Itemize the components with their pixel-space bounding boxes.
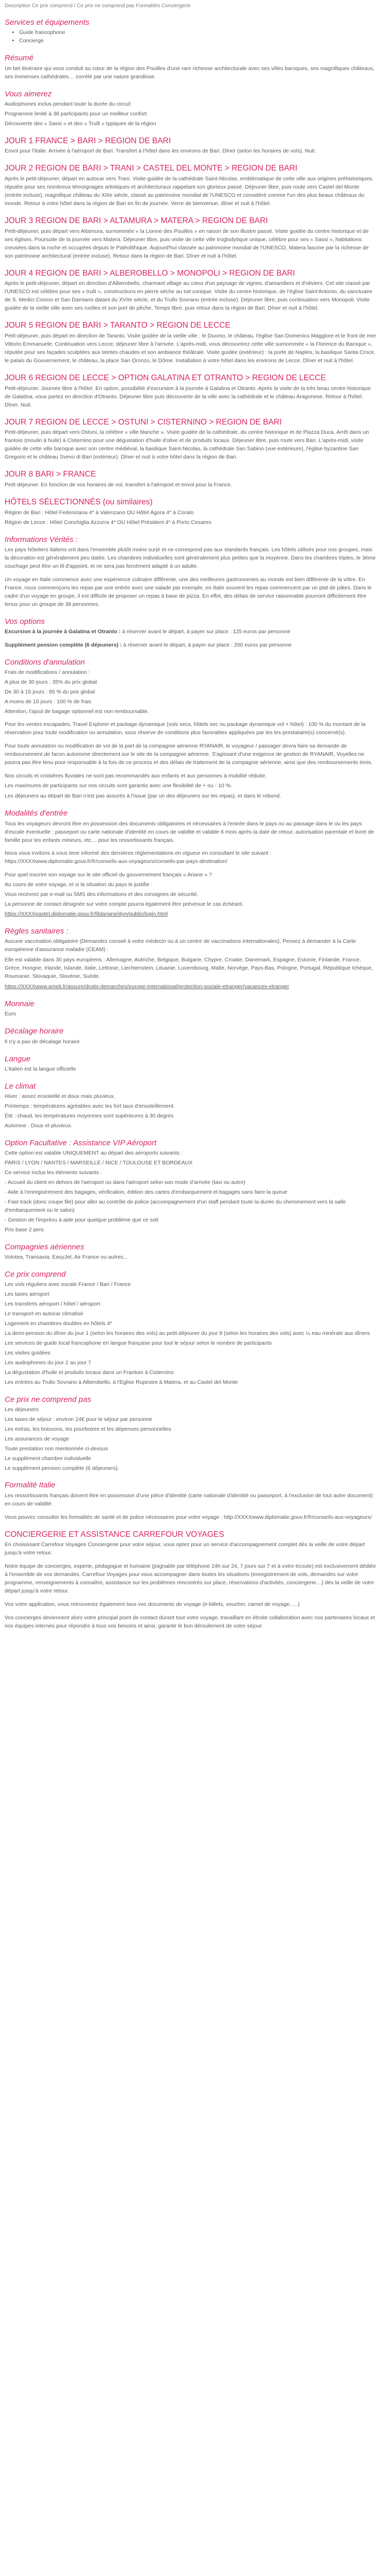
day-8-text: Petit déjeuner. En fonction de vos horaires de vol, transfert à l'aéroport et envol pour la France. [5,481,232,488]
annulation-paragraph: Les maximums de participants sur nos circuits sont garantis avec une flexibilité de + ou - 10 %. [5,783,232,789]
option-detail: à réserver avant le départ, à payer sur place : 125 euros par personne [120,628,290,635]
day-3-title: JOUR 3 REGION DE BARI > ALTAMURA > MATERA > REGION DE BARI [5,216,268,225]
entree-line: La personne de contact désignée sur votre compte pourra également être prévenue le cas échéant. [5,901,243,908]
annulation-line: A moins de 15 jours : 100 % de frais [5,698,92,705]
entree-paragraph: Nous vous invitons à vous tenir informé des dernières réglementations en vigueur en consultant le site suivant : https://XXXXwww.diplomatie.gouv.fr/fr/conseils-aux-voyageurs/conseils-par-pays-destination/ [5,850,272,865]
option-label: Supplément pension complète (6 déjeuners) : [5,641,122,648]
ne-comprend-list [5,1406,377,1473]
annulation-paragraph: Nos circuits et croisières fluviales ne sont pas recommandés aux enfants et aux personnes à mobilité réduite. [5,772,267,779]
assistance-line: - Aide à l'enregistrement des bagages, vérification, édition des cartes d'embarquement et bagages sans faire la queue [5,1189,288,1195]
ne-comprend-line: Le supplément chambre individuelle [5,1455,91,1462]
assistance-line: Ce service inclus les éléments suivants : [5,1169,102,1176]
day-1-text: Envol pour l'Italie. Arrivée à l'aéroport de Bari. Transfert à l'hôtel dans les environs de Bari. Dîner (selon les horaires de vols). Nuit. [5,148,316,155]
ariane-block [5,871,377,919]
climat-list [5,1093,377,1130]
hotels-title: HÔTELS SÉLECTIONNÉS (ou similaires) [5,497,153,506]
assistance-title: Option Facultative : Assistance VIP Aéroport [5,1138,157,1147]
formalite-paragraph: Les ressortissants français doivent être en possession d'une pièce d'identité (carte nationale d'identité ou passeport, à l'exclusion de tout autre document) en cours de validité. [5,1492,373,1507]
services-list [19,29,377,45]
conciergerie-paragraph: Vos concierges deviennent alors votre principal point de contact durant tout votre voyage, travaillant en étroite collaboration avec nos partenaires locaux et nos équipes internes pour répondre à tous vos besoins et ainsi, garantir le bon déroulement de votre séjour. [5,1615,375,1630]
day-3-text: Petit-déjeuner, puis départ vers Altamura, surnommée « la Lionne des Pouilles » en raison de son illustre passé. Visite guidée du centre historique et de ses églises. Poursuite de la journée vers Matera. Déjeuner libre, puis visite de cette ville troglodytique unique, célèbre pour ses « Sassi », habitations creusées dans la roche et occupées depuis le Paléolithique. Aujourd'hui classée au patrimoine mondial de l'UNESCO, Matera fascine par la richesse de son patrimoine architectural (entrée incluse). Retour dans la région de Bari. Dîner et nuit à l'hôtel. [5,228,369,259]
comprend-line: Les audiophones du jour 2 au jour 7 [5,1359,91,1366]
ne-comprend-line: Le supplément pension complète (6 déjeuners). [5,1465,119,1471]
compagnies-text: Volotea, Transavia, EasyJet, Air France ou autres... [5,1253,128,1260]
ne-comprend-line: Toute prestation non mentionnée ci-dessus [5,1445,108,1452]
conciergerie-paragraph: Vos votre application, vous retrouverez également tous vos documents de voyage (e-billets, voucher, carnet de voyage, …) [5,1601,300,1608]
annulation-line: Frais de modifications / annulation : [5,669,90,675]
decalage-title: Décalage horaire [5,1027,64,1036]
annulation-paragraph: Les déjeuners au départ de Bari n'est pas assurés à l'issue (par un des déjeuners sur les repas), et dans le rebond. [5,793,281,800]
assistance-line: - Accueil du client en dehors de l'aéroport ou dans l'aéroport selon son mode d'arrivée (taxi ou autre) [5,1179,246,1185]
entree-line: Pour quel inscrire son voyage sur le site officiel du gouvernement français « Ariane » ? [5,872,212,878]
comprend-line: Les entrées au Trullo Sovrano à Alberobello, à l'Eglise Rupestre à Matera, et au Castel del Monte [5,1379,238,1385]
annulation-fees [5,669,377,716]
informations-paragraph: Les pays hôteliers italiens ont dans l'ensemble plutôt moins surjé et ne correspond pas aux standards français. Les hôtels utilisés pour nos groupes, mais la décoration est généralement peu datée. Les chambres individuelles sont généralement plus petites que la moyenne. Dans les chambres triples, le 3ème couchage peut être un lit d'appoint, et ne sera pas forcément adapté à un adulte. [5,546,376,569]
ne-comprend-line: Les extras, les boissons, les pourboires et les dépenses personnelles [5,1426,171,1432]
informations-title: Informations Vérités : [5,535,78,544]
option-detail: à réserver avant le départ, à payer sur place : 200 euros par personne [121,641,292,648]
day-7-title: JOUR 7 REGION DE LECCE > OSTUNI > CISTERNINO > REGION DE BARI [5,417,282,427]
day-2-title: JOUR 2 REGION DE BARI > TRANI > CASTEL DEL MONTE > REGION DE BARI [5,164,298,173]
hotel-line: Région de Lecce : Hôtel Conchiglia Azzurra 4* OU Hôtel Président 4* à Porto Cesareo [5,519,211,526]
comprend-line: Les visites guidées [5,1349,51,1356]
langue-text: L'italien est la langue officielle [5,1065,76,1072]
assistance-list [5,1149,377,1234]
ne-comprend-line: Les taxes de séjour : environ 24€ pour le séjour par personne [5,1416,153,1422]
climat-line: Automne : Doux et pluvieux. [5,1122,73,1129]
aimerez-list [5,100,377,128]
option-label: Excursion à la journée à Galatina et Otranto : [5,628,121,635]
formalite-paragraph: Vous pouvez consulter les formalités de santé et de police nécessaires pour votre voyage : http://XXXXwww.diplomatie.gouv.fr/fr/conseils-aux-voyageurs/ [5,1514,372,1520]
comprend-line: La demi-pension du dîner du jour 1 (selon les horaires des vols) au petit-déjeuner du jour 8 (selon les horaires des vols) avec ¼ eau minérale aux dîners [5,1330,370,1336]
services-title: Services et équipements [5,18,90,27]
day-5-text: Petit-déjeuner, puis départ en direction de Taranto. Visite guidée de la vieille ville : le Duomo, le château, l'église San Domenico Maggiore et le front de mer Vittorio Emmanuele. Continuation vers Lecce, déjeuner libre à l'arrivée. L'après-midi, vous découvrirez cette ville surnommée « la Florence du Baroque », réputée pour ses façades sculptées aux teintes chaudes et son ambiance théâtrale. Visite guidée (extérieur) : la porte de Naples, la basilique Santa Croce, le palais du Gouvernement, le château, la place San Oronzo, le Dôme. Installation à votre hôtel dans les environs de Lecce. Dîner et nuit à l'hôtel. [5,333,377,364]
aimerez-line: Audiophones inclus pendant toute la durée du circuit [5,100,131,107]
compagnies-title: Compagnies aériennes [5,1242,85,1251]
option-line [5,641,377,650]
ameli-link[interactable]: https://XXXXwww.ameli.fr/assure/droits-demarches/europe-international/protection-sociale-etranger/vacances-etranger [5,984,289,990]
comprend-line: Les services de guide local francophone en langue française pour tout le séjour selon le nombre de participants [5,1340,272,1346]
monnaie-title: Monnaie [5,999,35,1009]
day-2-text: Après le petit-déjeuner, départ en autocar vers Trani. Visite guidée de la cathédrale Saint-Nicolas, emblématique de cette ville aux origines préhistoriques, réputée pour ses nombreux témoignages artistiques et architecturaux rappelant son glorieux passé. Déjeuner libre, puis route vers Castel del Monte (entrée incluse), magnifique château du XIIIe siècle, classé au patrimoine mondial de l'UNESCO et considéré comme l'un des plus beaux châteaux du monde. Retour à votre hôtel dans la région de Bari en fin de journée. Verre de bienvenue, dîner et nuit à l'hôtel. [5,176,373,207]
comprend-list [5,1281,377,1386]
assistance-line: Cette option est valable UNIQUEMENT au départ des aéroports suivants : [5,1150,183,1157]
comprend-line: Logement en chambres doubles en hôtels 4* [5,1320,112,1327]
service-item: • Concierge [19,37,377,45]
entree-line: Vous recevrez par e-mail ou SMS des informations et des consignes de sécurité. [5,891,199,898]
ne-comprend-line: Les déjeuners [5,1406,39,1413]
assistance-line: PARIS / LYON / NANTES / MARSEILLE / NICE / TOULOUSE ET BORDEAUX [5,1160,193,1166]
assistance-line: - Gestion de l'imprévu à aide pour quelque problème que ce soit [5,1216,158,1223]
ne-comprend-title: Ce prix ne comprend pas [5,1395,91,1404]
comprend-title: Ce prix comprend [5,1269,66,1279]
day-6-title: JOUR 6 REGION DE LECCE > OPTION GALATINA ET OTRANTO > REGION DE LECCE [5,373,326,382]
hotel-line: Région de Bari : Hôtel Federiciana 4* à Valenzano OU Hôtel Agora 4* à Corato [5,509,194,516]
conciergerie-paragraph: Notre équipe de concierges, experte, pédagogue et humaine (joignable par téléphone 24h sur 24, 7 jours sur 7 et à votre écoute) est exclusivement dédiée à l'ensemble de vos demandes. Carrefour Voyages pour vous accompagner dans toutes les situations (enregistrement de vols, demandes sur votre programme, renseignements à connaître, assistance sur les problèmes rencontrés sur place, réservations d'activités, conciergerie…) dès la veille de votre départ jusqu'à votre retour. [5,1563,376,1595]
annulation-paragraph: Pour toute annulation ou modification de vol de la part de la compagnie aérienne RYANAIR, le voyageur / passager devra faire sa demande de remboursement de facon autonome directement sur le site de la compagnie aérienne. S'agissant d'une exigence de gestion de RYANAIR, Voyelles ne pourra pas être tenu pour responsable à la fois de ce process et des délais de traitement de la compagnie aérienne, ainsi que des remboursements émis. [5,742,373,766]
informations-paragraph: Un voyage en Italie commence avec une expérience culinaire différente, une des meilleures gastronomies au monde est bien différente de la vôtre. En France, nous commençons les repas par une entrée avec une salade par exemple, en Italie souvent les repas commencent par un plat de pâtes. Dans le cadre d'un voyage en groupe, il est difficile de proposer un repas à base de pizza. En effet, des délais de service raisonnable pourront difficilement être tenus pour un groupe de 38 personnes. [5,576,372,607]
comprend-line: Les taxes aéroport [5,1291,50,1298]
ne-comprend-line: Les assurances de voyage [5,1435,69,1442]
tabs-breadcrumb: Description Ce prix comprend / Ce prix ne comprend pas Formalités Conciergerie [5,3,191,9]
resume-text: Un bel itinéraire qui vous conduit au cœur de la région des Pouilles d'une rare richesse architecturale avec ses villes baroques, ses magnifiques châteaux, ses immenses cathédrales… corrélé par une nature grandiose. [5,65,374,80]
comprend-line: La dégustation d'huile et produits locaux dans un Frantoio à Cisternino [5,1369,174,1376]
annulation-line: A plus de 30 jours : 35% du prix global [5,679,97,685]
ariane-link[interactable]: https://XXXXpastel.diplomatie.gouv.fr/fildariane/dyn/public/login.html [5,911,168,918]
service-item: • Guide francophone [19,29,377,37]
langue-title: Langue [5,1054,31,1063]
annulation-paragraph: Pour les ventes escapades, Travel Explorer et package dynamique (vols secs, hôtels sec ou package dynamique vol + hôtel) : 100 % du montant de la réservation pour toute modification ou annulation, sous réserve de conditions plus favorables appliquées par les les prestataire(s) concerné(s). [5,721,366,736]
assistance-line: Prix base 2 pers [5,1226,44,1233]
annulation-line: De 30 à 15 jours : 85 % du prix global [5,688,95,695]
comprend-line: Le transport en autocar climatisé [5,1310,84,1317]
formalite-title: Formalité Italie [5,1481,56,1490]
day-1-title: JOUR 1 FRANCE > BARI > REGION DE BARI [5,136,171,145]
entree-title: Modalités d'entrée [5,809,68,818]
day-4-text: Après le petit-déjeuner, départ en direction d'Alberobello, charmant village au cœur d'un paysage de vignes, d'amandiers et d'oliviers. Cet site classé par l'UNESCO est célèbre pour ses « trulli », constructions en pierre sèche au toit conique. Visite du centre historique, de l'église Saint'Antonio, du sanctuaire de S. Medici Cosmo et San Damiano datant du XVIIe siècle, et du Trullo Sovrano (entrée incluse). Déjeuner libre, puis continuation vers Monopoli. Visite guidée de la vieille ville avec ses ruelles et son port de pêche. Temps libre, puis retour dans la région de Bari. Dîner et nuit à l'hôtel. [5,280,372,312]
day-6-text: Petit-déjeuner. Journée libre à l'hôtel. En option, possibilité d'excursion à la journée à Galatina et Otranto. Après la visite de la très beau centre historique de Galatina, vous partez en direction d'Otranto. Déjeuner libre puis découverte de la ville avec la cathédrale et le château Aragonese. Retour à l'hôtel. Dîner. Nuit. [5,385,371,408]
hotels-list [5,509,377,527]
resume-title: Résumé [5,54,34,63]
option-line [5,628,377,636]
conciergerie-paragraph: En choisissant Carrefour Voyages Conciergerie pour votre séjour, vous optez pour un service d'accompagnement complet dès la veille de votre départ jusqu'à votre retour. [5,1541,365,1556]
day-5-title: JOUR 5 REGION DE BARI > TARANTO > REGION DE LECCE [5,321,231,330]
sanitaires-paragraph: Aucune vaccination obligatoire (Demandez conseil à votre médecin ou à un centre de vaccinations internationales). Pensez à demander à la Carte européenne d'assurance maladie (CEAM) : [5,938,356,953]
comprend-line: Les transferts aéroport / hôtel / aéroport [5,1300,101,1307]
entree-paragraph: Tous les voyageurs devront être en possession des documents obligatoires et nécessaires à l'entrée dans le pays ou au passage dans le ou les pays d'escale éventuelle : passeport ou carte nationale d'identité en cours de validité et valable 6 mois après la date de retour, autorisation parentale et livret de famille pour les enfants mineurs, etc… pour les ressortissants français. [5,820,374,843]
aimerez-line: Programme limité à 38 participants pour un meilleur confort [5,110,147,117]
sanitaires-title: Règles sanitaires : [5,927,69,936]
annulation-title: Conditions d'annulation [5,657,85,667]
climat-line: Été : chaud, les températures moyennes sont supérieures à 30 degrés [5,1112,174,1119]
aimerez-line: Découverte des « Sassi » et des « Trulli » typiques de la région [5,120,156,127]
decalage-text: Il n'y a pas de décalage horaire [5,1038,80,1045]
conciergerie-title: CONCIERGERIE ET ASSISTANCE CARREFOUR VOYAGES [5,1530,224,1539]
options-title: Vos options [5,617,45,626]
day-7-text: Petit-déjeuner, puis départ vers Ostuni, la célèbre « ville blanche ». Visite guidée de la cathédrale, du centre historique et de Piazza Duca. Arrêt dans un frantoio (moulin à huile) à Cisternino pour une dégustation d'huile d'olive et de produits locaux. Déjeuner libre, puis route vers Bari. L'après-midi, visite guidée de cette ville baroque avec son centre médiéval, la basilique Saint-Nicolas, la cathédrale San Sabino (vue extérieure), l'église byzantine San Gregorio et le château Svevo di Bari (extérieur). Dîner et nuit à votre hôtel dans la région de Bari. [5,429,369,461]
monnaie-text: Euro [5,1011,17,1018]
comprend-line: Les vols réguliers avec escale France / Bari / France [5,1281,131,1288]
day-8-title: JOUR 8 BARI > FRANCE [5,470,96,479]
entree-line: Au cours de votre voyage, et si la situation du pays le justifie : [5,882,153,888]
climat-title: Le climat [5,1081,36,1091]
aimerez-title: Vous aimerez [5,89,52,98]
annulation-line: Attention, l'ajout de bagage optionnel est non remboursable. [5,708,149,715]
day-4-title: JOUR 4 REGION DE BARI > ALBEROBELLO > MONOPOLI > REGION DE BARI [5,268,295,278]
sanitaires-paragraph: Elle est valable dans 30 pays européens : Allemagne, Autriche, Belgique, Bulgarie, Chypre, Croatie, Danemark, Espagne, Estonie, Finlande, France, Grèce, Hongrie, Irlande, Islande, Italie, Lettonie, Liechtenstein, Lituanie, Luxembourg, Malte, Norvège, Pays-Bas, Pologne, Portugal, République tchèque, Roumanie, Slovaquie, Slovénie, Suède. [5,957,373,980]
climat-line: Hiver : assez ensoleillé et doux mais pluvieux. [5,1093,116,1099]
assistance-line: - Fast track (donc coupe file) pour aller au contrôle de police (accompagnement d'un staff pendant toute la durée du cheminement vers la salle d'embarquement ou le salon) [5,1198,346,1213]
climat-line: Printemps : températures agréables avec les fort taux d'ensoleillement. [5,1103,175,1109]
